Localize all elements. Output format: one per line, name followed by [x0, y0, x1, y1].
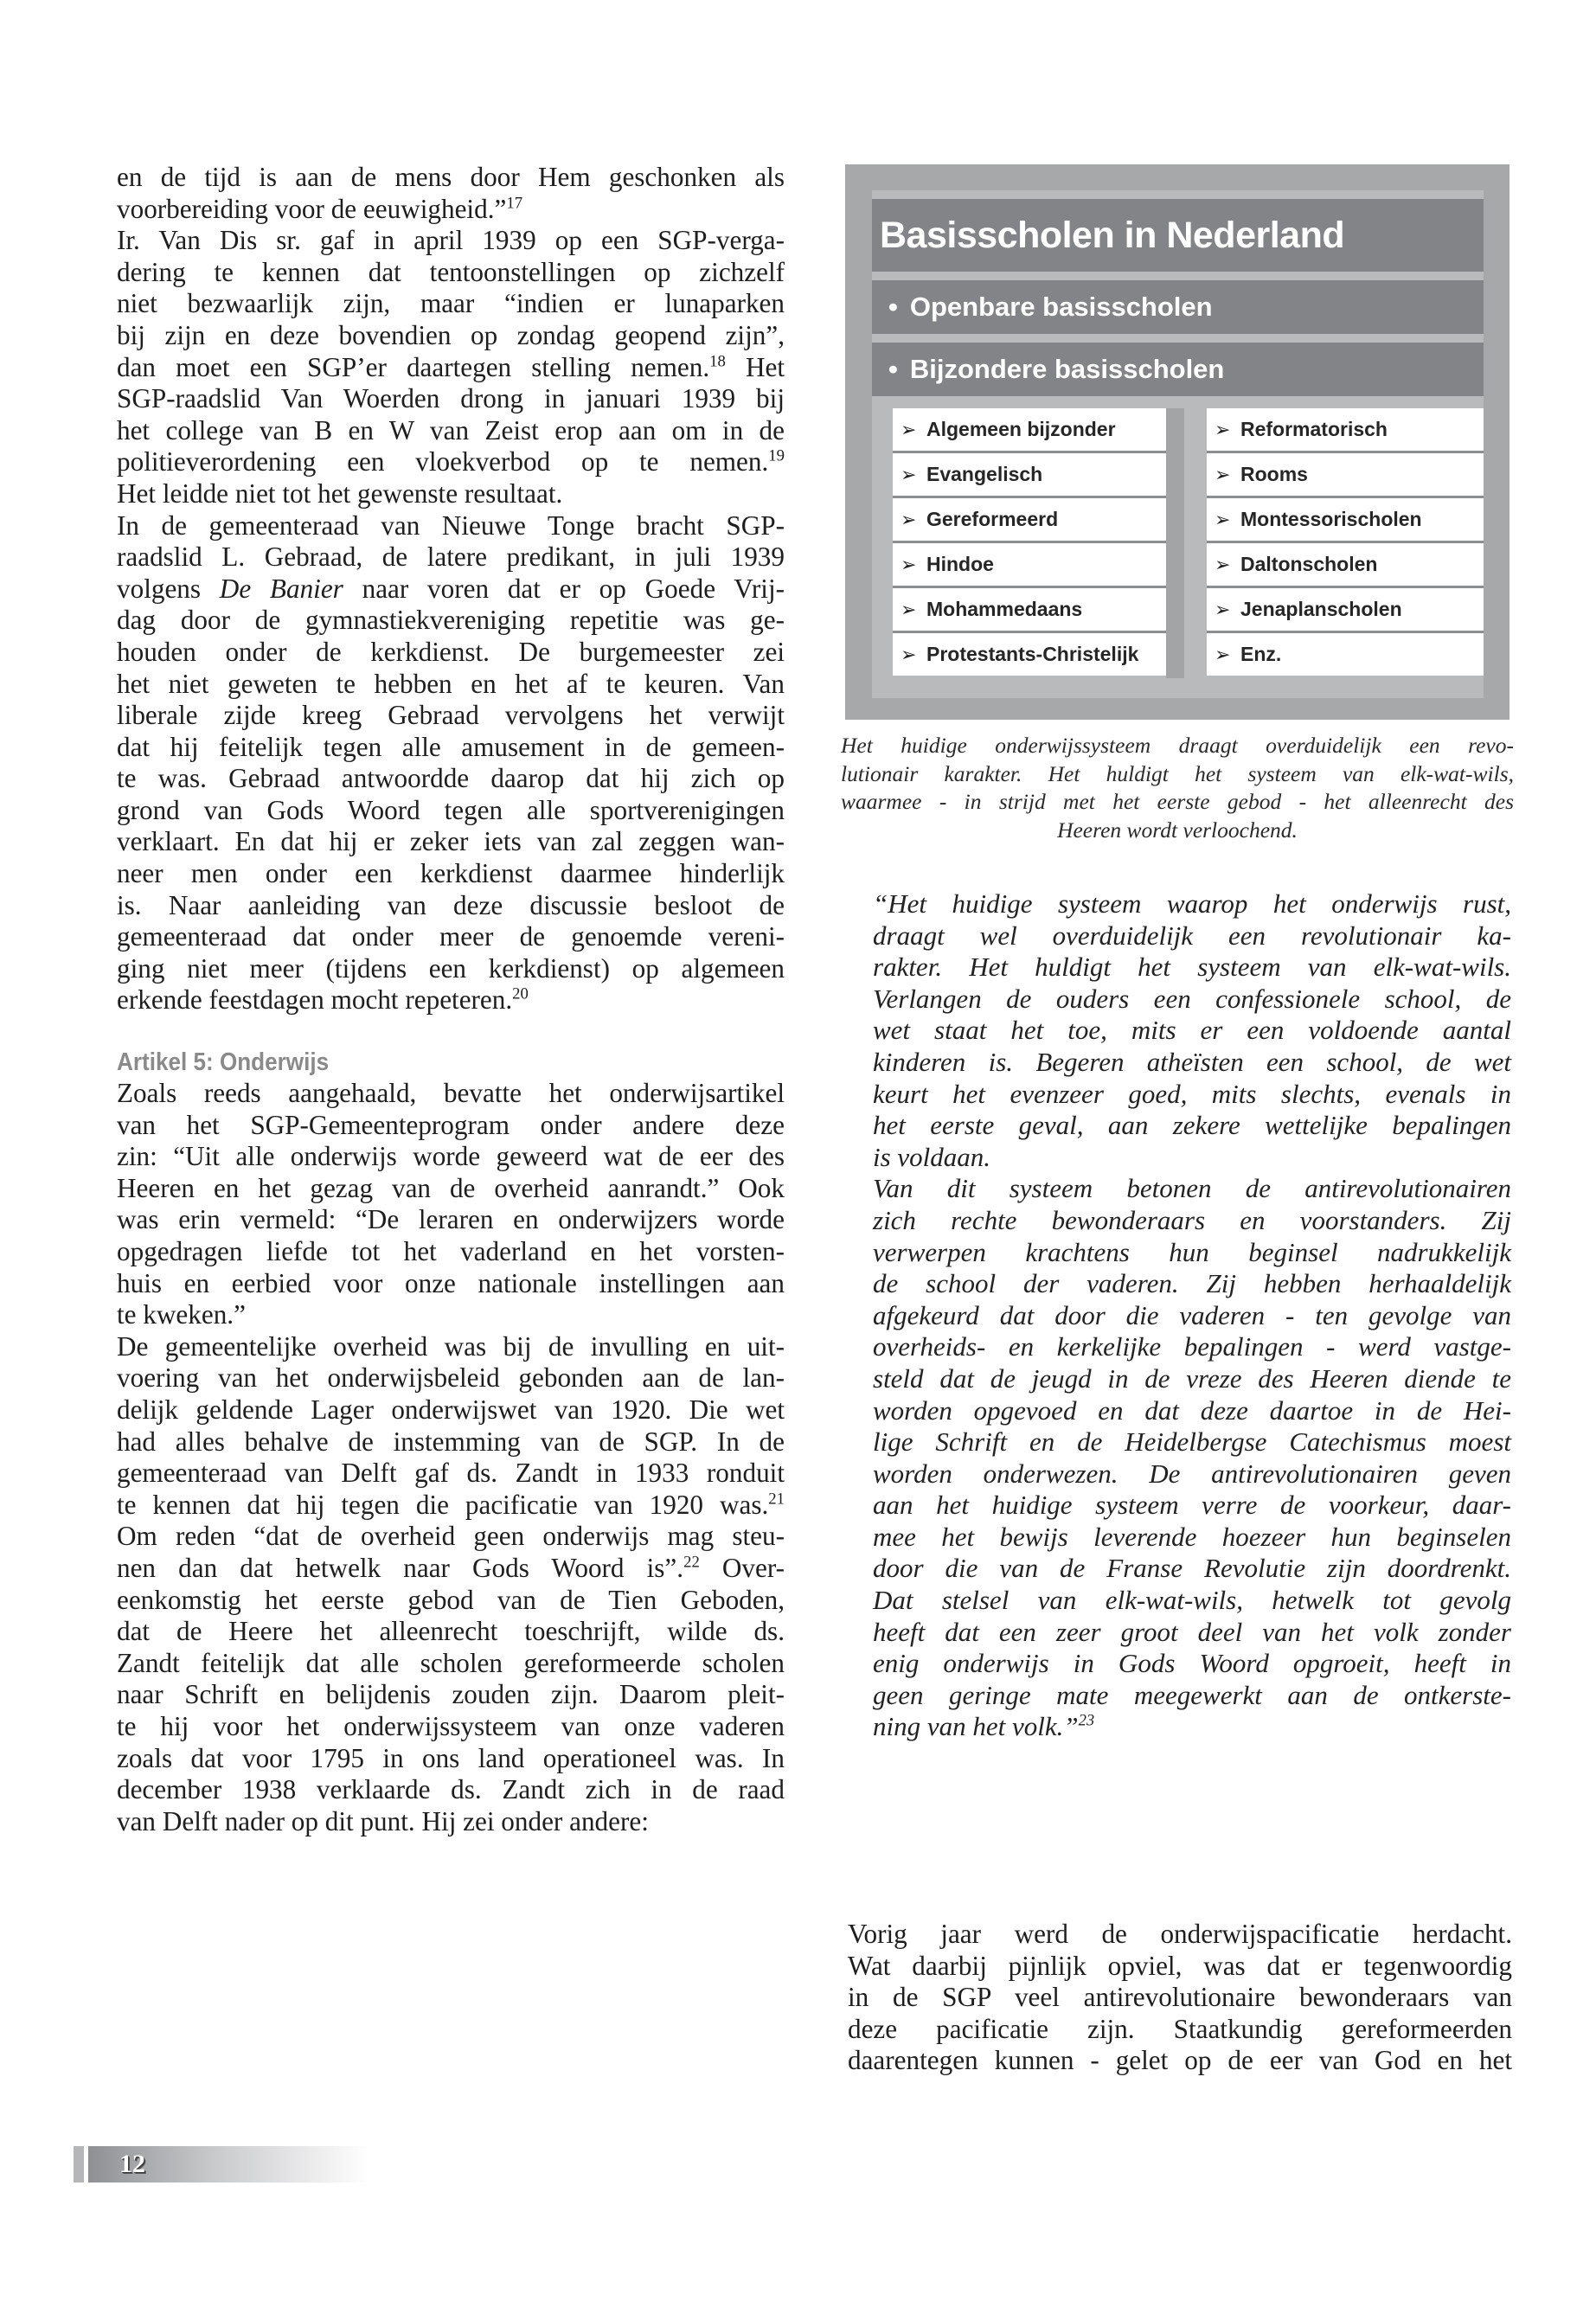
- basisscholen-figure: [845, 164, 1509, 720]
- right-column-body: [848, 1919, 1512, 2077]
- text-line: nen dan dat hetwelk naar Gods Woord is”.$^{22}$ Over-: [117, 1552, 785, 1583]
- text-line: politieverordening een vloekverbod op te nemen.$^{19}$: [117, 446, 785, 478]
- text-line: SGP-raadslid Van Woerden drong in januari 1939 bij: [117, 383, 785, 414]
- text-line: voering van het onderwijsbeleid gebonden aan de lan-: [117, 1362, 785, 1394]
- paragraph-gebraad: [117, 510, 785, 1017]
- footnote-ref: 20: [512, 984, 529, 1003]
- arrow-bullet-icon: ➢: [1215, 599, 1231, 620]
- text-line: Zoals reeds aangehaald, bevatte het onderwijsartikel: [117, 1078, 785, 1109]
- text-line: bij zijn en deze bovendien op zondag geopend zijn”,: [117, 319, 785, 350]
- quote-line: draagt wel overduidelijk een revolutionair ka-: [873, 920, 1511, 951]
- list-item: ➢ Reformatorisch: [1207, 408, 1484, 453]
- page-number: 12: [119, 2150, 145, 2178]
- quote-line: overheids- en kerkelijke bepalingen - werd vastge-: [873, 1331, 1511, 1362]
- list-item: ➢ Jenaplanscholen: [1207, 588, 1484, 633]
- text-line: huis en eerbied voor onze nationale instellingen aan: [117, 1267, 785, 1298]
- caption-line: Heeren wordt verloochend.: [1057, 817, 1298, 843]
- text-line: Het leidde niet tot het gewenste resultaat.: [117, 478, 563, 509]
- list-item: ➢ Evangelisch: [893, 453, 1166, 498]
- caption-line: waarmee - in strijd met het eerste gebod - het alleenrecht des: [841, 789, 1514, 815]
- paragraph-intro: [117, 162, 785, 225]
- arrow-bullet-icon: ➢: [1215, 419, 1231, 440]
- text-line: delijk geldende Lager onderwijswet van 1920. Die wet: [117, 1394, 785, 1425]
- caption-line: Het huidige onderwijssysteem draagt overduidelijk een revo-: [841, 733, 1514, 758]
- footnote-ref: 17: [506, 194, 523, 212]
- text-line: naar Schrift en belijdenis zouden zijn. Daarom pleit-: [117, 1679, 785, 1710]
- list-item: ➢ Montessorischolen: [1207, 498, 1484, 543]
- quote-line: zich rechte bewonderaars en voorstanders. Zij: [873, 1204, 1511, 1235]
- footnote-ref: 22: [683, 1553, 700, 1572]
- left-column: [117, 162, 785, 1837]
- text-line: Vorig jaar werd de onderwijspacificatie herdacht.: [848, 1919, 1512, 1949]
- text-line: zin: “Uit alle onderwijs worde geweerd wat de eer des: [117, 1141, 785, 1172]
- quote-line: worden onderwezen. De antirevolutionairen geven: [873, 1458, 1511, 1489]
- quote-line: worden opgevoed en dat deze daartoe in de Hei-: [873, 1394, 1511, 1426]
- text-line: te was. Gebraad antwoordde daarop dat hij zich op: [117, 763, 785, 794]
- footer-tab-block: [74, 2146, 84, 2182]
- paragraph-onderwijsartikel: [117, 1078, 785, 1331]
- text-line: neer men onder een kerkdienst daarmee hinderlijk: [117, 858, 785, 889]
- text-line: raadslid L. Gebraad, de latere predikant, in juli 1939: [117, 542, 785, 573]
- text-line: in de SGP veel antirevolutionaire bewonderaars van: [848, 1982, 1512, 2013]
- arrow-bullet-icon: ➢: [1215, 644, 1231, 665]
- quote-line: lige Schrift en de Heidelbergse Catechismus moest: [873, 1426, 1511, 1458]
- publication-title: De Banier: [219, 573, 343, 604]
- text-line: voorbereiding voor de eeuwigheid.”$^{17}$: [117, 193, 523, 224]
- bullet-icon: •: [888, 354, 898, 384]
- list-item: ➢ Enz.: [1207, 633, 1484, 676]
- text-line: en de tijd is aan de mens door Hem geschonken als: [117, 162, 785, 192]
- text-line: Ir. Van Dis sr. gaf in april 1939 op een SGP-verga-: [117, 225, 785, 256]
- quote-line: steld dat de jeugd in de vreze des Heeren diende te: [873, 1362, 1511, 1394]
- text-line: het niet geweten te hebben en het af te keuren. Van: [117, 668, 785, 699]
- quote-line: keurt het evenzeer goed, mits slechts, evenals in: [873, 1078, 1511, 1109]
- quote-line: enig onderwijs in Gods Woord opgroeit, heeft in: [873, 1648, 1511, 1679]
- text-line: dering te kennen dat tentoonstellingen op zichzelf: [117, 256, 785, 287]
- list-item: ➢ Algemeen bijzonder: [893, 408, 1166, 453]
- quote-line: ning van het volk.”$^{23}$: [873, 1711, 1095, 1742]
- text-line: had alles behalve de instemming van de SGP. In de: [117, 1426, 785, 1457]
- arrow-bullet-icon: ➢: [901, 509, 917, 530]
- quote-paragraph-2: [873, 1173, 1511, 1743]
- paragraph-van-dis: [117, 225, 785, 510]
- paragraph-gemeentelijke-overheid: [117, 1331, 785, 1838]
- section-heading: Artikel 5: Onderwijs: [117, 1048, 330, 1077]
- caption-line: lutionair karakter. Het huldigt het systeem van elk-wat-wils,: [841, 760, 1514, 786]
- list-item: ➢ Daltonscholen: [1207, 543, 1484, 588]
- footnote-ref: 19: [768, 446, 785, 465]
- quote-line: door die van de Franse Revolutie zijn doordrenkt.: [873, 1553, 1511, 1584]
- school-type-list: [893, 408, 1484, 681]
- figure-title: Basisscholen in Nederland: [872, 199, 1484, 272]
- figure-item-openbare: • Openbare basisscholen: [872, 280, 1484, 334]
- text-line: Wat daarbij pijnlijk opviel, was dat er tegenwoordig: [848, 1950, 1512, 1981]
- text-line: volgens De Banier naar voren dat er op Goede Vrij-: [117, 573, 785, 604]
- block-quote: [873, 888, 1511, 1743]
- text-line: verklaart. En dat hij er zeker iets van zal zeggen wan-: [117, 826, 785, 857]
- arrow-bullet-icon: ➢: [1215, 509, 1231, 530]
- figure-caption: [841, 732, 1514, 845]
- arrow-bullet-icon: ➢: [1215, 464, 1231, 485]
- text-line: houden onder de kerkdienst. De burgemeester zei: [117, 636, 785, 667]
- text-line: erkende feestdagen mocht repeteren.$^{20}$: [117, 984, 529, 1016]
- quote-line: Dat stelsel van elk-wat-wils, hetwelk tot gevolg: [873, 1585, 1511, 1616]
- quote-line: heeft dat een zeer groot deel van het volk zonder: [873, 1616, 1511, 1647]
- text-line: dat hij feitelijk tegen alle amusement in de gemeen-: [117, 731, 785, 762]
- arrow-bullet-icon: ➢: [901, 464, 917, 485]
- figure-item-bijzondere: • Bijzondere basisscholen: [872, 343, 1484, 396]
- list-item: ➢ Protestants-Christelijk: [893, 633, 1166, 676]
- quote-line: is voldaan.: [873, 1141, 991, 1172]
- text-line: liberale zijde kreeg Gebraad vervolgens het verwijt: [117, 700, 785, 731]
- text-line: grond van Gods Woord tegen alle sportverenigingen: [117, 794, 785, 825]
- quote-line: Van dit systeem betonen de antirevolutionairen: [873, 1173, 1511, 1204]
- text-line: opgedragen liefde tot het vaderland en het vorsten-: [117, 1236, 785, 1266]
- text-line: dag door de gymnastiekvereniging repetitie was ge-: [117, 605, 785, 636]
- arrow-bullet-icon: ➢: [901, 554, 917, 575]
- quote-line: afgekeurd dat door die vaderen - ten gevolge van: [873, 1299, 1511, 1330]
- quote-line: het eerste geval, aan zekere wettelijke bepalingen: [873, 1110, 1511, 1141]
- text-line: gemeenteraad van Delft gaf ds. Zandt in 1933 ronduit: [117, 1458, 785, 1489]
- text-line: van het SGP-Gemeenteprogram onder andere deze: [117, 1109, 785, 1140]
- quote-line: verwerpen krachtens hun beginsel nadrukkelijk: [873, 1236, 1511, 1267]
- text-line: In de gemeenteraad van Nieuwe Tonge bracht SGP-: [117, 510, 785, 541]
- list-item: ➢ Mohammedaans: [893, 588, 1166, 633]
- text-line: zoals dat voor 1795 in ons land operationeel was. In: [117, 1742, 785, 1773]
- text-line: Heeren en het gezag van de overheid aanrandt.” Ook: [117, 1172, 785, 1203]
- quote-line: kinderen is. Begeren atheïsten een school, de wet: [873, 1046, 1511, 1077]
- quote-line: Verlangen de ouders een confessionele school, de: [873, 983, 1511, 1014]
- arrow-bullet-icon: ➢: [901, 419, 917, 440]
- text-line: De gemeentelijke overheid was bij de invulling en uit-: [117, 1330, 785, 1362]
- text-line: te hij voor het onderwijssysteem van onze vaderen: [117, 1710, 785, 1741]
- text-line: dan moet een SGP’er daartegen stelling nemen.$^{18}$ Het: [117, 351, 785, 382]
- text-line: december 1938 verklaarde ds. Zandt zich in de raad: [117, 1774, 785, 1805]
- text-line: daarentegen kunnen - gelet op de eer van God en het: [848, 2045, 1512, 2076]
- text-line: van Delft nader op dit punt. Hij zei onder andere:: [117, 1805, 649, 1836]
- text-line: te kennen dat hij tegen die pacificatie van 1920 was.$^{21}$: [117, 1489, 785, 1520]
- list-item: ➢ Rooms: [1207, 453, 1484, 498]
- quote-line: “Het huidige systeem waarop het onderwijs rust,: [873, 888, 1511, 919]
- footnote-ref: 18: [709, 351, 726, 370]
- arrow-bullet-icon: ➢: [901, 599, 917, 620]
- text-line: dat de Heere het alleenrecht toeschrijft, wilde ds.: [117, 1616, 785, 1647]
- text-line: Om reden “dat de overheid geen onderwijs mag steu-: [117, 1521, 785, 1552]
- figure-inner-panel: [872, 190, 1484, 698]
- list-item: ➢ Gereformeerd: [893, 498, 1166, 543]
- text-line: deze pacificatie zijn. Staatkundig gereformeerden: [848, 2013, 1512, 2044]
- bullet-icon: •: [888, 292, 898, 322]
- quote-line: rakter. Het huldigt het systeem van elk-wat-wils.: [873, 952, 1511, 983]
- list-item: ➢ Hindoe: [893, 543, 1166, 588]
- text-line: eenkomstig het eerste gebod van de Tien Geboden,: [117, 1584, 785, 1615]
- text-line: te kweken.”: [117, 1299, 246, 1330]
- text-line: het college van B en W van Zeist erop aan om in de: [117, 414, 785, 445]
- quote-line: aan het huidige systeem verre de voorkeur, daar-: [873, 1490, 1511, 1521]
- footnote-ref: 23: [1078, 1711, 1095, 1730]
- column-separator: [1166, 408, 1184, 678]
- text-line: was erin vermeld: “De leraren en onderwijzers worde: [117, 1204, 785, 1235]
- quote-line: wet staat het toe, mits er een voldoende aantal: [873, 1015, 1511, 1046]
- quote-line: de school der vaderen. Zij hebben herhaaldelijk: [873, 1268, 1511, 1299]
- quote-paragraph-1: [873, 888, 1511, 1173]
- quote-line: mee het bewijs leverende hoezeer hun beginselen: [873, 1521, 1511, 1552]
- text-line: is. Naar aanleiding van deze discussie besloot de: [117, 889, 785, 920]
- text-line: Zandt feitelijk dat alle scholen gereformeerde scholen: [117, 1647, 785, 1678]
- footnote-ref: 21: [768, 1490, 785, 1509]
- arrow-bullet-icon: ➢: [901, 644, 917, 665]
- text-line: niet bezwaarlijk zijn, maar “indien er lunaparken: [117, 288, 785, 319]
- text-line: ging niet meer (tijdens een kerkdienst) op algemeen: [117, 952, 785, 984]
- arrow-bullet-icon: ➢: [1215, 554, 1231, 575]
- text-line: gemeenteraad dat onder meer de genoemde vereni-: [117, 921, 785, 952]
- quote-line: geen geringe mate meegewerkt aan de ontkerste-: [873, 1679, 1511, 1710]
